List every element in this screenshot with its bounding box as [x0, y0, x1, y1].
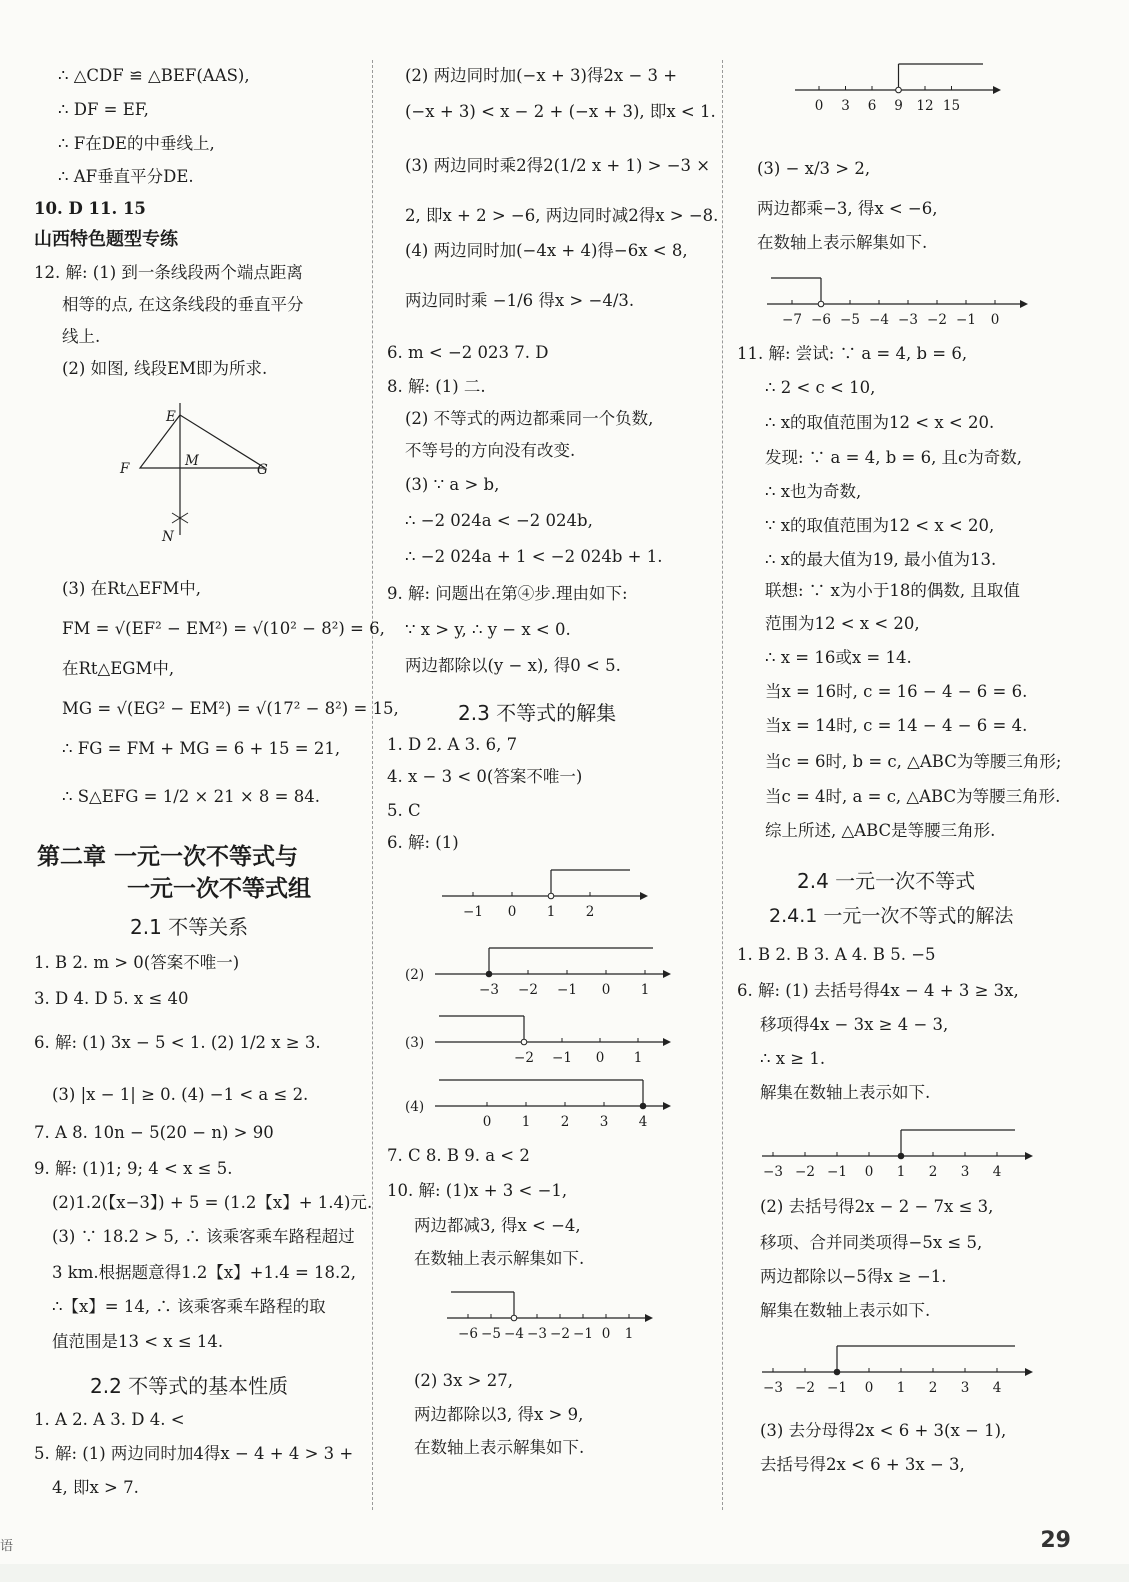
text-line: 7. C 8. B 9. a < 2 [387, 1146, 530, 1165]
text-line: 解集在数轴上表示如下. [760, 1301, 931, 1320]
text-line: ∴ DF = EF, [58, 100, 149, 119]
tick-label: 0 [507, 904, 517, 920]
tick-label: 15 [942, 98, 961, 114]
tick-label: 0 [814, 98, 824, 114]
text-line: 发现: ∵ a = 4, b = 6, 且c为奇数, [765, 448, 1023, 467]
text-line: 当c = 4时, a = c, △ABC为等腰三角形. [765, 787, 1061, 806]
tick-label: −3 [898, 312, 918, 328]
tick-label: −3 [527, 1326, 547, 1342]
endpoint-dot [896, 87, 902, 93]
text-line: 当x = 14时, c = 14 − 4 − 6 = 4. [765, 716, 1028, 735]
tick-label: −4 [504, 1326, 524, 1342]
text-line: 两边都除以−5得x ≥ −1. [760, 1267, 947, 1286]
text-line: (4) 两边同时加(−4x + 4)得−6x < 8, [405, 241, 688, 260]
text-line: 1. A 2. A 3. D 4. < [34, 1410, 185, 1429]
label-g: G [257, 462, 268, 478]
tick-label: −1 [557, 982, 577, 998]
tick-label: −1 [827, 1380, 847, 1396]
bottom-band [0, 1564, 1129, 1582]
text-line: 联想: ∵ x为小于18的偶数, 且取值 [765, 581, 1020, 600]
text-line: 在数轴上表示解集如下. [757, 233, 928, 252]
tick-label: −1 [573, 1326, 593, 1342]
text-line: ∴ S△EFG = 1/2 × 21 × 8 = 84. [62, 787, 320, 806]
tick-label: 2 [928, 1164, 938, 1180]
tick-label: 0 [990, 312, 1000, 328]
text-line: ∴ −2 024a < −2 024b, [405, 511, 593, 530]
tick-label: 9 [894, 98, 903, 114]
text-line: 1. B 2. B 3. A 4. B 5. −5 [737, 945, 936, 964]
tick-label: −2 [514, 1050, 534, 1066]
text-line: 6. 解: (1) 去括号得4x − 4 + 3 ≥ 3x, [737, 981, 1019, 1000]
text-line: (3) |x − 1| ≥ 0. (4) −1 < a ≤ 2. [52, 1085, 309, 1104]
text-line: 5. C [387, 801, 421, 820]
axis-arrowhead [1025, 1368, 1033, 1376]
text-line: ∴ −2 024a + 1 < −2 024b + 1. [405, 547, 663, 566]
axis-arrowhead [663, 1102, 671, 1110]
text-line: 两边同时乘 −1/6 得x > −4/3. [405, 291, 635, 310]
text-line: 当c = 6时, b = c, △ABC为等腰三角形; [765, 752, 1062, 771]
section-2-1: 2.1 不等关系 [130, 915, 249, 939]
text-line: 7. A 8. 10n − 5(20 − n) > 90 [34, 1123, 274, 1142]
text-line: ∵ x > y, ∴ y − x < 0. [405, 620, 571, 639]
tick-label: 1 [546, 904, 556, 920]
text-line: 4, 即x > 7. [52, 1478, 139, 1497]
tick-label: 0 [864, 1164, 874, 1180]
axis-arrowhead [1020, 300, 1028, 308]
section-2-3: 2.3 不等式的解集 [458, 701, 617, 725]
tick-label: 2 [928, 1380, 938, 1396]
tick-label: 4 [638, 1114, 648, 1130]
tick-label: 1 [633, 1050, 643, 1066]
axis-arrowhead [663, 970, 671, 978]
text-line: ∴ AF垂直平分DE. [58, 167, 194, 186]
chapter-title-line1: 第二章 一元一次不等式与 [37, 844, 299, 870]
text-line: 10. 解: (1)x + 3 < −1, [387, 1181, 568, 1200]
text-line: 综上所述, △ABC是等腰三角形. [765, 821, 996, 840]
text-line: (3) 在Rt△EFM中, [62, 579, 201, 598]
text-line: 值范围是13 < x ≤ 14. [52, 1332, 224, 1351]
text-line: (2) 两边同时加(−x + 3)得2x − 3 + [405, 66, 678, 85]
tick-label: 1 [640, 982, 650, 998]
number-line [760, 1122, 1035, 1182]
text-line: 相等的点, 在这条线段的垂直平分 [62, 295, 304, 314]
tick-label: 6 [867, 98, 877, 114]
text-line: 3 km.根据题意得1.2【x】+1.4 = 18.2, [52, 1263, 357, 1282]
text-line: 10. D 11. 15 [34, 199, 146, 218]
text-line: 两边都减3, 得x < −4, [414, 1216, 581, 1235]
tick-label: 1 [624, 1326, 634, 1342]
text-line: ∴ 2 < c < 10, [765, 378, 876, 397]
text-line: 1. D 2. A 3. 6, 7 [387, 735, 518, 754]
text-line: 3. D 4. D 5. x ≤ 40 [34, 989, 189, 1008]
section-2-2: 2.2 不等式的基本性质 [90, 1374, 289, 1398]
text-line: 移项、合并同类项得−5x ≤ 5, [760, 1233, 983, 1252]
text-line: ∴ x = 16或x = 14. [765, 648, 912, 667]
text-line: 8. 解: (1) 二. [387, 377, 486, 396]
tick-label: −6 [811, 312, 831, 328]
axis-arrowhead [663, 1038, 671, 1046]
text-line: FM = √(EF² − EM²) = √(10² − 8²) = 6, [62, 619, 385, 638]
tick-label: 1 [896, 1380, 906, 1396]
tick-label: −2 [550, 1326, 570, 1342]
tick-label: 0 [595, 1050, 605, 1066]
tick-label: −5 [481, 1326, 501, 1342]
text-line: 9. 解: (1)1; 9; 4 < x ≤ 5. [34, 1159, 233, 1178]
text-line: 两边都乘−3, 得x < −6, [757, 199, 938, 218]
text-line: 范围为12 < x < 20, [765, 614, 920, 633]
number-line-label: (2) [405, 967, 425, 983]
text-line: (3) 去分母得2x < 6 + 3(x − 1), [760, 1421, 1007, 1440]
section-2-4-1: 2.4.1 一元一次不等式的解法 [769, 905, 1014, 927]
text-line: ∴ x的最大值为19, 最小值为13. [765, 550, 997, 569]
tick-label: −2 [518, 982, 538, 998]
tick-label: −2 [795, 1164, 815, 1180]
tick-label: 4 [992, 1164, 1002, 1180]
tick-label: −5 [840, 312, 860, 328]
tick-label: 0 [864, 1380, 874, 1396]
endpoint-dot [834, 1369, 840, 1375]
text-line: 两边都除以(y − x), 得0 < 5. [405, 656, 621, 675]
text-line: (2) 如图, 线段EM即为所求. [62, 359, 268, 378]
label-n: N [162, 529, 174, 545]
text-line: 解集在数轴上表示如下. [760, 1083, 931, 1102]
text-line: 两边都除以3, 得x > 9, [414, 1405, 584, 1424]
text-line: (−x + 3) < x − 2 + (−x + 3), 即x < 1. [405, 102, 716, 121]
number-line-label: (3) [405, 1035, 425, 1051]
tick-label: −1 [552, 1050, 572, 1066]
text-line: 9. 解: 问题出在第④步.理由如下: [387, 584, 628, 603]
text-line: ∵ x的取值范围为12 < x < 20, [765, 516, 995, 535]
tick-label: −2 [927, 312, 947, 328]
endpoint-dot [511, 1315, 517, 1321]
endpoint-dot [898, 1153, 904, 1159]
endpoint-dot [818, 301, 824, 307]
tick-label: 3 [841, 98, 850, 114]
special-practice-heading: 山西特色题型专练 [34, 229, 178, 250]
page-number: 29 [1040, 1528, 1071, 1553]
number-line [793, 56, 1003, 116]
axis-arrowhead [1025, 1152, 1033, 1160]
tick-label: −3 [763, 1380, 783, 1396]
text-line: 6. 解: (1) 3x − 5 < 1. (2) 1/2 x ≥ 3. [34, 1033, 321, 1052]
tick-label: 4 [992, 1380, 1002, 1396]
text-line: ∴ FG = FM + MG = 6 + 15 = 21, [62, 739, 341, 758]
text-line: ∴ x也为奇数, [765, 482, 862, 501]
tick-label: 12 [916, 98, 934, 114]
text-line: 1. B 2. m > 0(答案不唯一) [34, 953, 240, 972]
number-line [403, 940, 673, 1000]
text-line: 11. 解: 尝试: ∵ a = 4, b = 6, [737, 344, 968, 363]
section-2-4: 2.4 一元一次不等式 [797, 869, 976, 893]
text-line: 12. 解: (1) 到一条线段两个端点距离 [34, 263, 303, 282]
text-line: 当x = 16时, c = 16 − 4 − 6 = 6. [765, 682, 1028, 701]
text-line: (2) 3x > 27, [414, 1371, 513, 1390]
tick-label: −3 [763, 1164, 783, 1180]
text-line: 在Rt△EGM中, [62, 659, 175, 678]
label-f: F [120, 461, 130, 477]
tick-label: 2 [585, 904, 595, 920]
text-line: 5. 解: (1) 两边同时加4得x − 4 + 4 > 3 + [34, 1444, 354, 1463]
label-e: E [166, 409, 176, 425]
text-line: ∴ F在DE的中垂线上, [58, 134, 215, 153]
tick-label: 2 [560, 1114, 570, 1130]
column-divider [722, 60, 723, 1510]
text-line: 2, 即x + 2 > −6, 两边同时减2得x > −8. [405, 206, 719, 225]
endpoint-dot [548, 893, 554, 899]
text-line: ∴ x ≥ 1. [760, 1049, 826, 1068]
tick-label: −2 [795, 1380, 815, 1396]
tick-label: −7 [782, 312, 802, 328]
triangle-efg [140, 415, 265, 468]
text-line: (2) 不等式的两边都乘同一个负数, [405, 409, 654, 428]
text-line: 在数轴上表示解集如下. [414, 1438, 585, 1457]
text-line: 6. 解: (1) [387, 833, 459, 852]
text-line: MG = √(EG² − EM²) = √(17² − 8²) = 15, [62, 699, 399, 718]
tick-label: 0 [482, 1114, 492, 1130]
number-line [760, 1338, 1035, 1398]
axis-arrowhead [645, 1314, 653, 1322]
axis-arrowhead [640, 892, 648, 900]
tick-label: −4 [869, 312, 889, 328]
tick-label: −1 [827, 1164, 847, 1180]
tick-label: 3 [960, 1164, 970, 1180]
tick-label: 1 [896, 1164, 906, 1180]
endpoint-dot [486, 971, 492, 977]
tick-label: 3 [599, 1114, 609, 1130]
text-line: 不等号的方向没有改变. [405, 441, 576, 460]
text-line: 去括号得2x < 6 + 3x − 3, [760, 1455, 965, 1474]
text-line: (3) ∵ 18.2 > 5, ∴ 该乘客乘车路程超过 [52, 1227, 355, 1246]
text-line: 4. x − 3 < 0(答案不唯一) [387, 767, 583, 786]
triangle-figure [110, 395, 290, 560]
tick-label: 0 [601, 982, 611, 998]
text-line: (3) 两边同时乘2得2(1/2 x + 1) > −3 × [405, 156, 711, 175]
label-m: M [185, 453, 199, 469]
text-line: 移项得4x − 3x ≥ 4 − 3, [760, 1015, 949, 1034]
tick-label: 0 [601, 1326, 611, 1342]
endpoint-dot [521, 1039, 527, 1045]
text-line: 6. m < −2 023 7. D [387, 343, 549, 362]
endpoint-dot [640, 1103, 646, 1109]
number-line [440, 862, 650, 922]
number-line [765, 270, 1030, 330]
axis-arrowhead [993, 86, 1001, 94]
text-line: (2)1.2(【x−3】) + 5 = (1.2【x】+ 1.4)元. [52, 1193, 373, 1212]
number-line-label: (4) [405, 1099, 425, 1115]
text-line: 在数轴上表示解集如下. [414, 1249, 585, 1268]
tick-label: 1 [521, 1114, 531, 1130]
tick-label: −6 [458, 1326, 478, 1342]
text-line: ∴ △CDF ≌ △BEF(AAS), [58, 66, 250, 85]
tick-label: 3 [960, 1380, 970, 1396]
text-line: ∴【x】= 14, ∴ 该乘客乘车路程的取 [52, 1297, 326, 1316]
margin-stray-mark: 语 [0, 1539, 14, 1554]
tick-label: −1 [956, 312, 976, 328]
number-line [445, 1284, 655, 1344]
text-line: (3) − x/3 > 2, [757, 159, 871, 178]
tick-label: −3 [479, 982, 499, 998]
text-line: (2) 去括号得2x − 2 − 7x ≤ 3, [760, 1197, 994, 1216]
column-divider [372, 60, 373, 1510]
number-line [403, 1072, 673, 1132]
text-line: 线上. [62, 327, 101, 346]
text-line: (3) ∵ a > b, [405, 475, 500, 494]
chapter-title-line2: 一元一次不等式组 [127, 876, 311, 902]
text-line: ∴ x的取值范围为12 < x < 20. [765, 413, 995, 432]
number-line [403, 1008, 673, 1068]
tick-label: −1 [463, 904, 483, 920]
